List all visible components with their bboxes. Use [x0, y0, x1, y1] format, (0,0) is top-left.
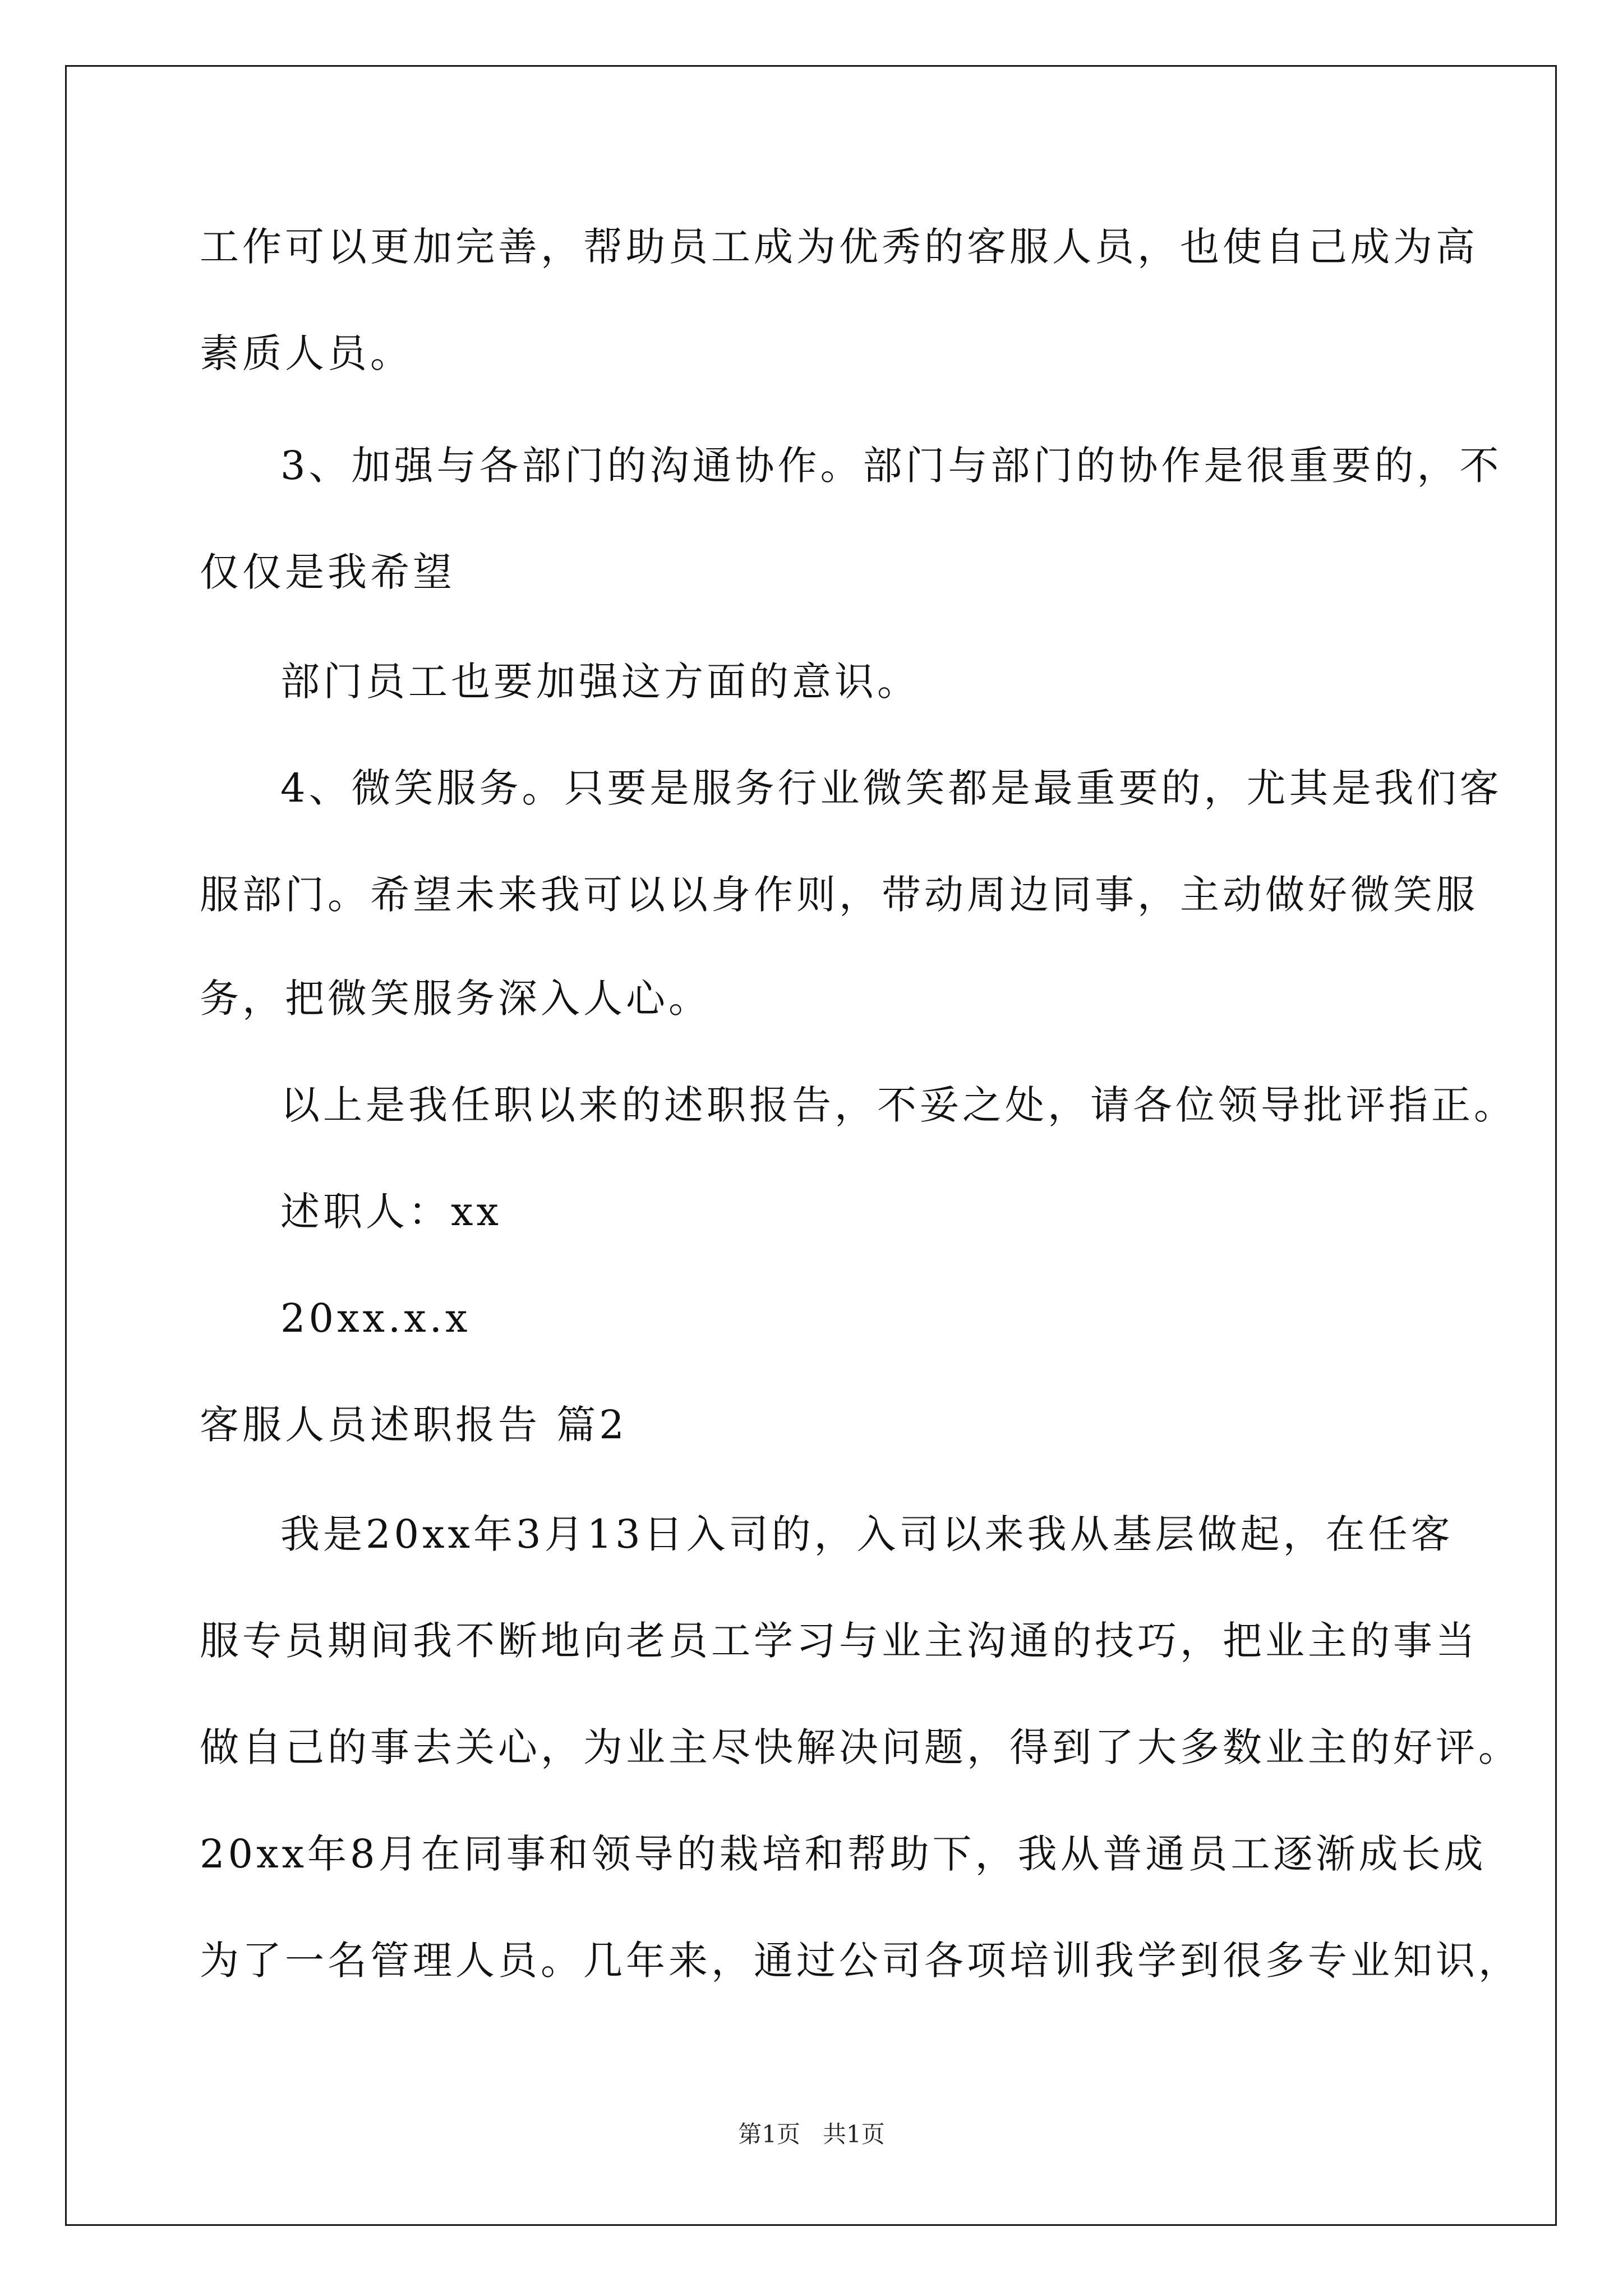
- page-number-footer: 第1页 共1页: [738, 2120, 885, 2148]
- body-line: 3、加强与各部门的沟通协作。部门与部门的协作是很重要的，不: [280, 443, 1502, 489]
- body-line: 仅仅是我希望: [200, 549, 455, 595]
- body-line: 务，把微笑服务深入人心。: [200, 976, 711, 1022]
- body-line: 为了一名管理人员。几年来，通过公司各项培训我学到很多专业知识，: [200, 1938, 1521, 1984]
- signature-line: 述职人：xx: [280, 1189, 502, 1235]
- body-line: 我是20xx年3月13日入司的，入司以来我从基层做起，在任客: [280, 1511, 1454, 1557]
- date-line: 20xx.x.x: [280, 1295, 471, 1341]
- body-line: 4、微笑服务。只要是服务行业微笑都是最重要的，尤其是我们客: [280, 765, 1502, 811]
- body-line: 服专员期间我不断地向老员工学习与业主沟通的技巧，把业主的事当: [200, 1618, 1478, 1664]
- body-line: 服部门。希望未来我可以以身作则，带动周边同事，主动做好微笑服: [200, 872, 1478, 918]
- body-line: 部门员工也要加强这方面的意识。: [280, 659, 920, 705]
- section-heading: 客服人员述职报告 篇2: [200, 1402, 628, 1448]
- body-line: 素质人员。: [200, 330, 413, 376]
- body-line: 工作可以更加完善，帮助员工成为优秀的客服人员，也使自己成为高: [200, 224, 1478, 270]
- body-line: 以上是我任职以来的述职报告，不妥之处，请各位领导批评指正。: [280, 1082, 1516, 1128]
- body-line: 做自己的事去关心，为业主尽快解决问题，得到了大多数业主的好评。: [200, 1724, 1521, 1770]
- page-border: [65, 65, 1557, 2226]
- body-line: 20xx年8月在同事和领导的栽培和帮助下，我从普通员工逐渐成长成: [200, 1831, 1487, 1877]
